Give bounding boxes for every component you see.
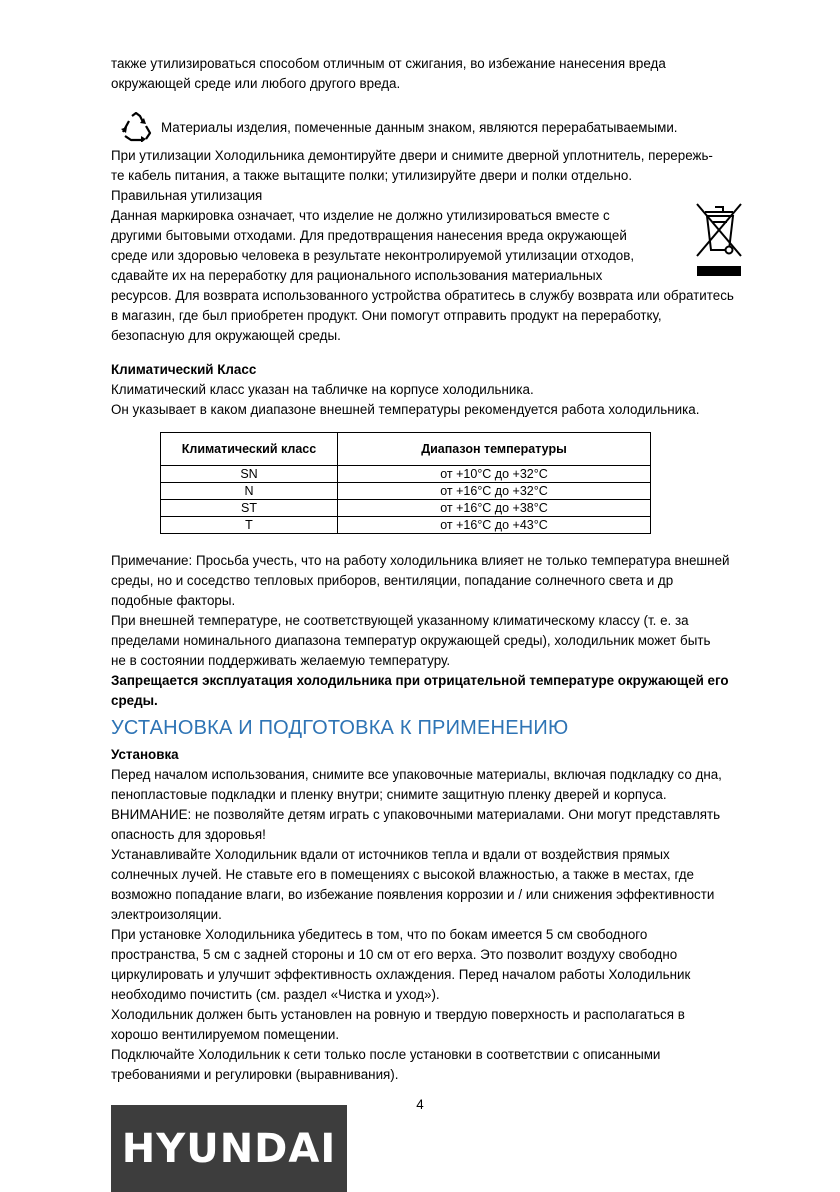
intro-line: также утилизироваться способом отличным от сжигания, во избежание нанесения вреда	[111, 56, 666, 71]
page-number: 4	[416, 1097, 424, 1112]
disposal-line: в магазин, где был приобретен продукт. Они помогут отправить продукт на переработку,	[111, 308, 662, 323]
recycle-note	[119, 112, 678, 142]
crossed-out-wheelie-bin-icon	[693, 200, 745, 280]
table-cell: от +16°C до +43°C	[338, 517, 651, 534]
note-paragraph	[111, 551, 761, 711]
installation-line: пенопластовые подкладки и пленку внутри; снимите защитную пленку дверей и корпуса.	[111, 787, 667, 802]
installation-section	[111, 745, 761, 1085]
table-cell: SN	[161, 466, 338, 483]
disposal-line: другими бытовыми отходами. Для предотвращения нанесения вреда окружающей	[111, 228, 627, 243]
table-cell: от +16°C до +38°C	[338, 500, 651, 517]
table-row	[161, 466, 651, 483]
table-cell: T	[161, 517, 338, 534]
disposal-line: среде или здоровью человека в результате неконтролируемой утилизации отходов,	[111, 248, 635, 263]
installation-line: ВНИМАНИЕ: не позволяйте детям играть с упаковочными материалами. Они могут представлять	[111, 807, 721, 822]
table-header: Диапазон температуры	[338, 433, 651, 466]
installation-line: необходимо почистить (см. раздел «Чистка и уход»).	[111, 987, 440, 1002]
table-header-row	[161, 433, 651, 466]
note-line: При внешней температуре, не соответствующей указанному климатическому классу (т. е. за	[111, 613, 689, 628]
warning-line: среды.	[111, 693, 158, 708]
installation-line: циркулировать и улучшит эффективность охлаждения. Перед началом работы Холодильник	[111, 967, 691, 982]
disposal-paragraph	[111, 146, 761, 346]
climate-title: Климатический Класс	[111, 362, 257, 377]
recycle-icon	[119, 112, 153, 142]
disposal-line: сдавайте их на переработку для рационального использования материальных	[111, 268, 603, 283]
intro-paragraph	[111, 54, 761, 94]
disposal-line: При утилизации Холодильника демонтируйте двери и снимите дверной уплотнитель, перережь-	[111, 148, 713, 163]
note-line: пределами номинального диапазона температур окружающей среды), холодильник может быть	[111, 633, 711, 648]
disposal-line: безопасную для окружающей среды.	[111, 328, 341, 343]
installation-subheading: Установка	[111, 747, 179, 762]
disposal-title: Правильная утилизация	[111, 188, 263, 203]
installation-line: При установке Холодильника убедитесь в том, что по бокам имеется 5 см свободного	[111, 927, 648, 942]
installation-line: электроизоляции.	[111, 907, 222, 922]
note-line: подобные факторы.	[111, 593, 236, 608]
recycle-text: Материалы изделия, помеченные данным знаком, являются перерабатываемыми.	[161, 119, 678, 135]
climate-line: Он указывает в каком диапазоне внешней температуры рекомендуется работа холодильника.	[111, 402, 700, 417]
installation-line: опасность для здоровья!	[111, 827, 266, 842]
disposal-line: ресурсов. Для возврата использованного устройства обратитесь в службу возврата или обратитесь	[111, 288, 734, 303]
brand-logo-text: HYUNDAI	[121, 1125, 337, 1172]
note-line: не в состоянии поддерживать желаемую температуру.	[111, 653, 451, 668]
section-heading: УСТАНОВКА И ПОДГОТОВКА К ПРИМЕНЕНИЮ	[111, 717, 569, 739]
installation-line: Устанавливайте Холодильник вдали от источников тепла и вдали от воздействия прямых	[111, 847, 670, 862]
disposal-line: те кабель питания, а также вытащите полки; утилизируйте двери и полки отдельно.	[111, 168, 633, 183]
climate-line: Климатический класс указан на табличке на корпусе холодильника.	[111, 382, 534, 397]
installation-line: хорошо вентилируемом помещении.	[111, 1027, 340, 1042]
installation-line: Перед началом использования, снимите все упаковочные материалы, включая подкладку со дна,	[111, 767, 722, 782]
table-row	[161, 517, 651, 534]
table-row	[161, 483, 651, 500]
table-cell: от +10°C до +32°C	[338, 466, 651, 483]
climate-section	[111, 360, 761, 420]
note-line: среды, но и соседство тепловых приборов, вентиляции, попадание солнечного света и др	[111, 573, 674, 588]
climate-class-table	[160, 432, 651, 534]
warning-line: Запрещается эксплуатация холодильника при отрицательной температуре окружающей его	[111, 673, 729, 688]
table-cell: N	[161, 483, 338, 500]
installation-line: требованиями и регулировки (выравнивания).	[111, 1067, 399, 1082]
installation-line: пространства, 5 см с задней стороны и 10 см от его верха. Это позволит воздуху свободно	[111, 947, 678, 962]
table-header: Климатический класс	[161, 433, 338, 466]
installation-line: солнечных лучей. Не ставьте его в помещениях с высокой влажностью, а также в местах, где	[111, 867, 695, 882]
intro-line: окружающей среде или любого другого вреда.	[111, 76, 401, 91]
table-cell: от +16°C до +32°C	[338, 483, 651, 500]
installation-line: Подключайте Холодильник к сети только после установки в соответствии с описанными	[111, 1047, 661, 1062]
installation-line: Холодильник должен быть установлен на ровную и твердую поверхность и располагаться в	[111, 1007, 685, 1022]
installation-line: возможно попадание влаги, во избежание появления коррозии и / или снижения эффективности	[111, 887, 715, 902]
disposal-line: Данная маркировка означает, что изделие не должно утилизироваться вместе с	[111, 208, 610, 223]
note-line: Примечание: Просьба учесть, что на работу холодильника влияет не только температура внешней	[111, 553, 730, 568]
brand-logo	[111, 1105, 347, 1192]
table-cell: ST	[161, 500, 338, 517]
table-row	[161, 500, 651, 517]
